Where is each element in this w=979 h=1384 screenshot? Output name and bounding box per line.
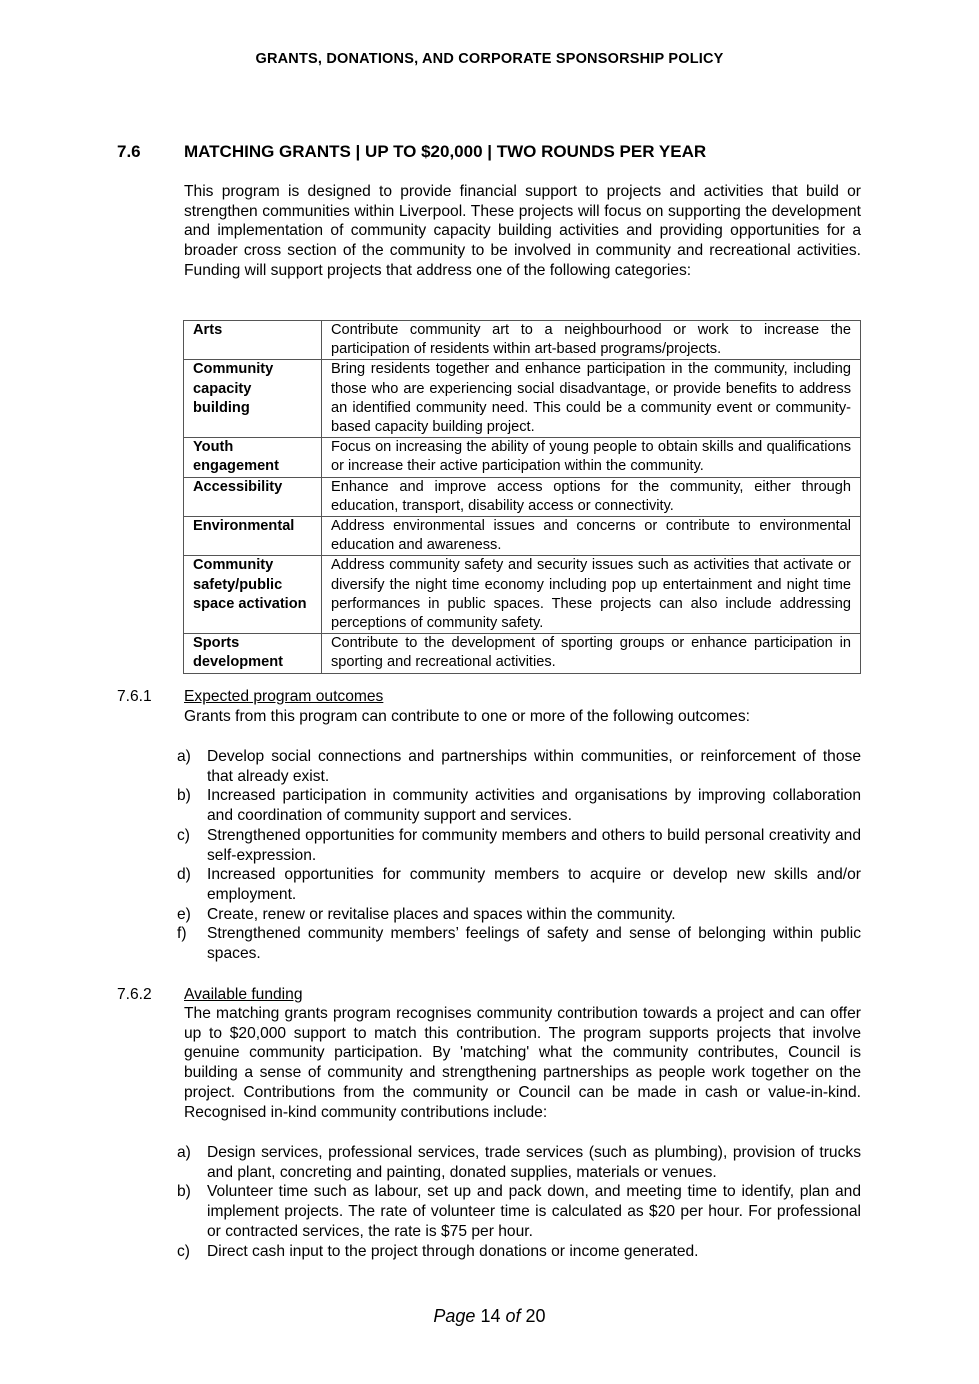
funding-number: 7.6.2 — [117, 986, 152, 1003]
document-header: GRANTS, DONATIONS, AND CORPORATE SPONSORSHIP POLICY — [255, 51, 724, 67]
page-footer — [0, 1306, 979, 1327]
list-item — [177, 747, 861, 786]
list-item-text: Strengthened opportunities for community members and others to build personal creativity and self-expression. — [207, 826, 861, 864]
list-item — [177, 924, 861, 963]
list-item-text: Increased participation in community activities and organisations by improving collaboration and coordination of community support and services. — [207, 787, 861, 825]
total-pages: 20 — [525, 1306, 546, 1326]
funding-title: Available funding — [184, 986, 303, 1003]
list-item-text: Create, renew or revitalise places and spaces within the community. — [207, 905, 676, 923]
category-row — [184, 360, 861, 438]
list-item-text: Strengthened community members’ feelings of safety and sense of belonging within public spaces. — [207, 925, 861, 963]
list-item — [177, 1242, 861, 1262]
list-item — [177, 826, 861, 865]
category-name: Community safety/public space activation — [184, 556, 322, 634]
category-name: Accessibility — [184, 477, 322, 516]
outcomes-number: 7.6.1 — [117, 688, 152, 705]
outcomes-list — [177, 747, 861, 964]
section-title: MATCHING GRANTS | UP TO $20,000 | TWO ROUNDS PER YEAR — [184, 142, 707, 161]
list-marker: a) — [177, 1144, 191, 1161]
list-item-text: Design services, professional services, trade services (such as plumbing), provision of trucks and plant, concreting and painting, donated supplies, materials or venues. — [207, 1144, 861, 1181]
outcomes-title: Expected program outcomes — [184, 688, 384, 705]
category-row — [184, 517, 861, 556]
page-number: 14 — [480, 1306, 501, 1326]
outcomes-intro: Grants from this program can contribute to one or more of the following outcomes: — [184, 708, 750, 725]
list-item — [177, 865, 861, 904]
page-word: Page — [433, 1306, 476, 1326]
category-row — [184, 438, 861, 477]
funding-intro: The matching grants program recognises community contribution towards a project and can offer up to $20,000 support to match this contribution. The program supports projects that involve genuine community participation. By 'matching' what the community contributes, Council is building a sense of community and strengthening partnerships as people work together on the project. Contributions from the community or Council can be made in cash or value-in-kind. Recognised in-kind community contributions include: — [184, 1005, 861, 1121]
list-marker: d) — [177, 866, 191, 884]
list-item — [177, 905, 861, 925]
category-description: Address community safety and security issues such as activities that activate or diversify the night time economy including pop up entertainment and night time performances in public spaces. These projects can also include addressing perceptions of community safety. — [322, 556, 861, 634]
list-marker: a) — [177, 748, 191, 765]
category-row — [184, 556, 861, 634]
list-item — [177, 1143, 861, 1182]
categories-table — [183, 320, 861, 674]
section-number: 7.6 — [117, 142, 141, 161]
category-description: Enhance and improve access options for the community, either through education, transport, disability access or connectivity. — [322, 477, 861, 516]
list-marker: e) — [177, 905, 191, 923]
category-name: Sports development — [184, 634, 322, 673]
list-item-text: Increased opportunities for community members to acquire or develop new skills and/or employment. — [207, 866, 861, 903]
category-description: Focus on increasing the ability of young people to obtain skills and qualifications or increase their active participation within the community. — [322, 438, 861, 477]
section-intro: This program is designed to provide financial support to projects and activities that build or strengthen communities within Liverpool. These projects will focus on supporting the development and implementation of community capacity building activities and providing opportunities for a broader cross section of the community to be involved in community and recreational activities. Funding will support projects that address one of the following categories: — [184, 183, 861, 279]
funding-list — [177, 1143, 861, 1261]
list-marker: c) — [177, 826, 190, 844]
category-row — [184, 634, 861, 673]
category-name: Environmental — [184, 517, 322, 556]
category-name: Community capacity building — [184, 360, 322, 438]
category-name: Youth engagement — [184, 438, 322, 477]
category-row — [184, 477, 861, 516]
list-item-text: Develop social connections and partnerships within communities, or reinforcement of those that already exist. — [207, 748, 861, 785]
category-row — [184, 321, 861, 360]
category-description: Address environmental issues and concerns or contribute to environmental education and awareness. — [322, 517, 861, 556]
list-item — [177, 786, 861, 825]
category-name: Arts — [184, 321, 322, 360]
list-item — [177, 1182, 861, 1241]
list-item-text: Direct cash input to the project through donations or income generated. — [207, 1242, 699, 1260]
list-marker: f) — [177, 925, 187, 943]
of-word: of — [505, 1306, 521, 1326]
list-item-text: Volunteer time such as labour, set up and pack down, and meeting time to identify, plan and implement projects. The rate of volunteer time is calculated as $20 per hour. For professional or contracted services, the rate is $75 per hour. — [207, 1183, 861, 1240]
list-marker: b) — [177, 787, 191, 805]
list-marker: c) — [177, 1242, 190, 1260]
list-marker: b) — [177, 1183, 191, 1201]
category-description: Contribute community art to a neighbourhood or work to increase the participation of residents within art-based programs/projects. — [322, 321, 861, 360]
category-description: Contribute to the development of sporting groups or enhance participation in sporting and recreational activities. — [322, 634, 861, 673]
category-description: Bring residents together and enhance participation in the community, including those who are experiencing social disadvantage, or provide benefits to address an identified community need. This could be a community event or community-based capacity building project. — [322, 360, 861, 438]
